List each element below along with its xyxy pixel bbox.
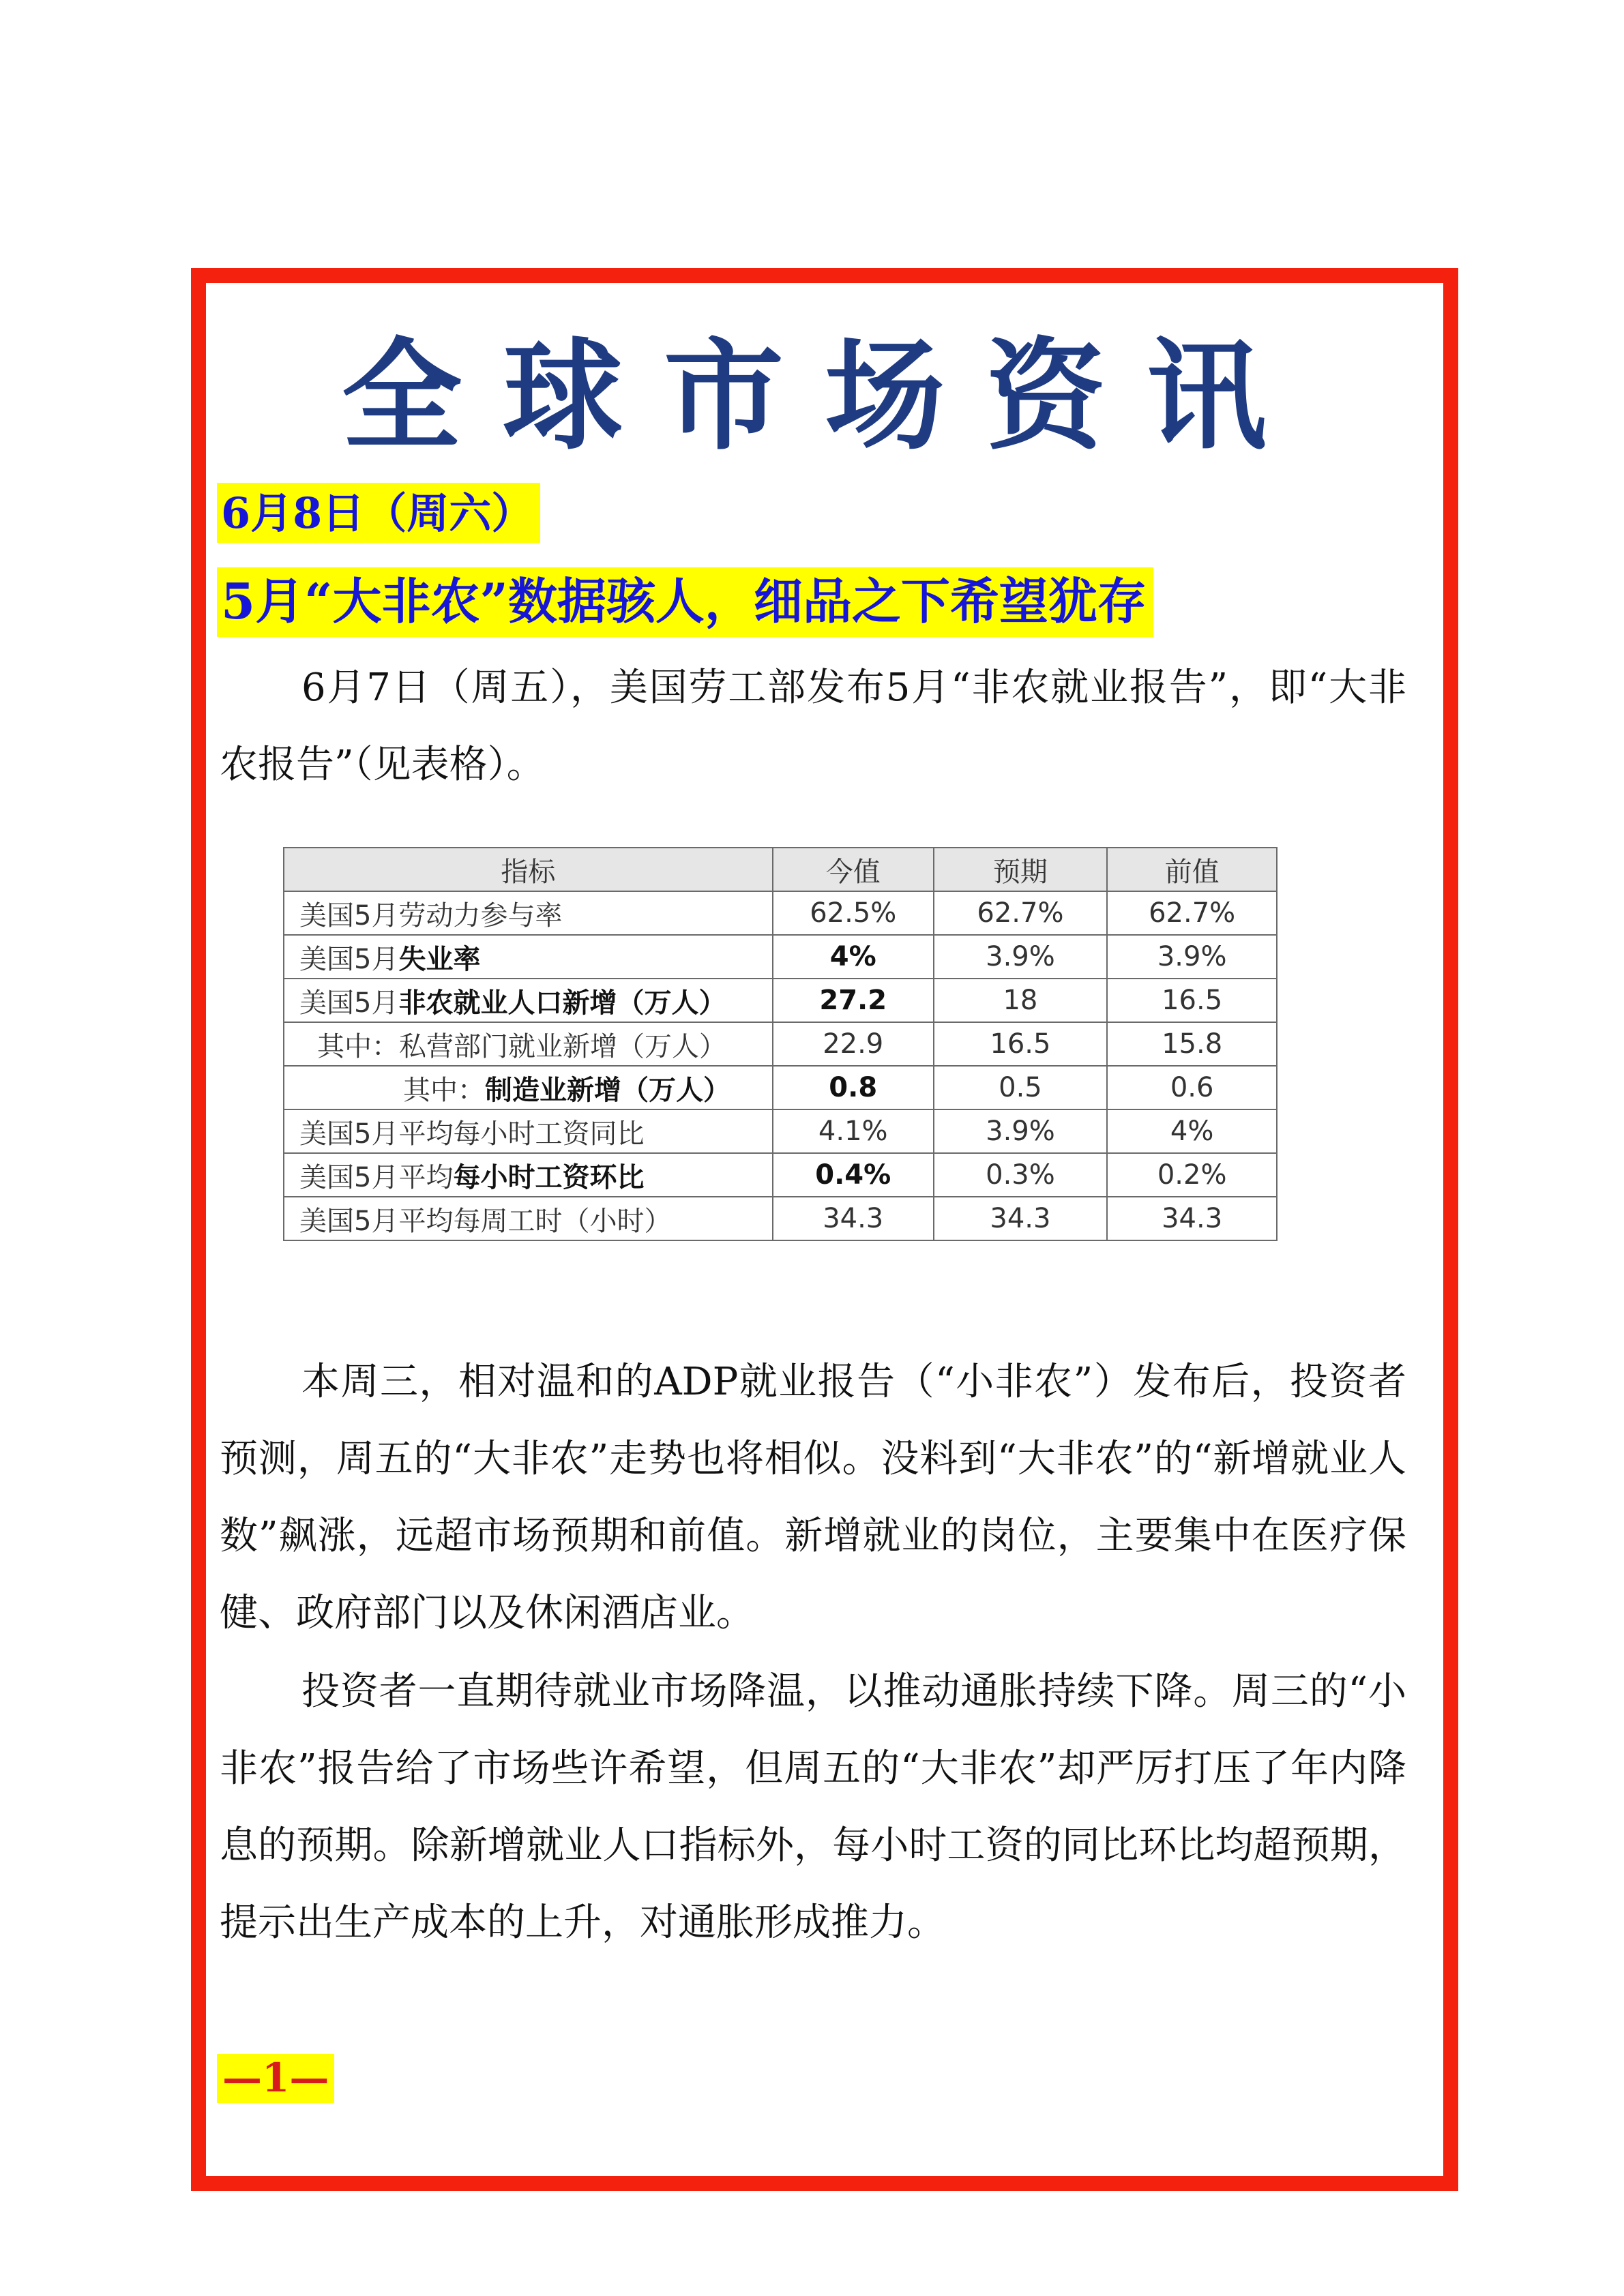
column-header-previous: 前值 (1107, 848, 1277, 891)
row-label: 美国5月非农就业人口新增（万人） (284, 979, 773, 1022)
previous-value: 16.5 (1107, 979, 1277, 1022)
row-label: 美国5月平均每周工时（小时） (284, 1197, 773, 1240)
current-value: 0.4% (773, 1153, 934, 1197)
column-header-current: 今值 (773, 848, 934, 891)
expected-value: 16.5 (934, 1022, 1108, 1066)
previous-value: 0.2% (1107, 1153, 1277, 1197)
column-header-indicator: 指标 (284, 848, 773, 891)
row-label: 美国5月平均每小时工资环比 (284, 1153, 773, 1197)
table-row (284, 979, 1277, 1022)
page-number: —1— (217, 2054, 334, 2103)
expected-value: 62.7% (934, 891, 1108, 935)
table-row (284, 891, 1277, 935)
table-row (284, 1066, 1277, 1109)
expected-value: 3.9% (934, 1109, 1108, 1153)
current-value: 34.3 (773, 1197, 934, 1240)
current-value: 62.5% (773, 891, 934, 935)
previous-value: 4% (1107, 1109, 1277, 1153)
article-headline: 5月“大非农”数据骇人，细品之下希望犹存 (217, 567, 1153, 637)
table-row (284, 935, 1277, 979)
expected-value: 34.3 (934, 1197, 1108, 1240)
table-row (284, 1197, 1277, 1240)
previous-value: 3.9% (1107, 935, 1277, 979)
current-value: 4% (773, 935, 934, 979)
previous-value: 15.8 (1107, 1022, 1277, 1066)
intro-paragraph: 6月7日（周五），美国劳工部发布5月“非农就业报告”，即“大非农报告”（见表格）。 (220, 666, 1406, 787)
row-label: 其中：私营部门就业新增（万人） (284, 1022, 773, 1066)
expected-value: 0.5 (934, 1066, 1108, 1109)
expected-value: 3.9% (934, 935, 1108, 979)
table-header-row (284, 848, 1277, 891)
current-value: 0.8 (773, 1066, 934, 1109)
analysis-paragraph-2: 投资者一直期待就业市场降温，以推动通胀持续下降。周三的“小非农”报告给了市场些许希望，但周五的“大非农”却严厉打压了年内降息的预期。除新增就业人口指标外，每小时工资的同比环比均超预期，提示出生产成本的上升，对通胀形成推力。 (220, 1669, 1406, 1945)
analysis-paragraph-1: 本周三，相对温和的ADP就业报告（“小非农”）发布后，投资者预测，周五的“大非农”走势也将相似。没料到“大非农”的“新增就业人数”飙涨，远超市场预期和前值。新增就业的岗位，主要集中在医疗保健、政府部门以及休闲酒店业。 (220, 1360, 1406, 1635)
column-header-expected: 预期 (934, 848, 1108, 891)
row-label: 美国5月劳动力参与率 (284, 891, 773, 935)
page-title: 全球市场资讯 (341, 325, 1308, 466)
row-label: 美国5月平均每小时工资同比 (284, 1109, 773, 1153)
previous-value: 34.3 (1107, 1197, 1277, 1240)
nonfarm-data-table (283, 847, 1278, 1241)
table-row (284, 1022, 1277, 1066)
current-value: 4.1% (773, 1109, 934, 1153)
expected-value: 0.3% (934, 1153, 1108, 1197)
expected-value: 18 (934, 979, 1108, 1022)
row-label: 其中：制造业新增（万人） (284, 1066, 773, 1109)
current-value: 22.9 (773, 1022, 934, 1066)
current-value: 27.2 (773, 979, 934, 1022)
table-row (284, 1153, 1277, 1197)
previous-value: 0.6 (1107, 1066, 1277, 1109)
table-row (284, 1109, 1277, 1153)
row-label: 美国5月失业率 (284, 935, 773, 979)
previous-value: 62.7% (1107, 891, 1277, 935)
date-heading: 6月8日（周六） (217, 483, 540, 543)
